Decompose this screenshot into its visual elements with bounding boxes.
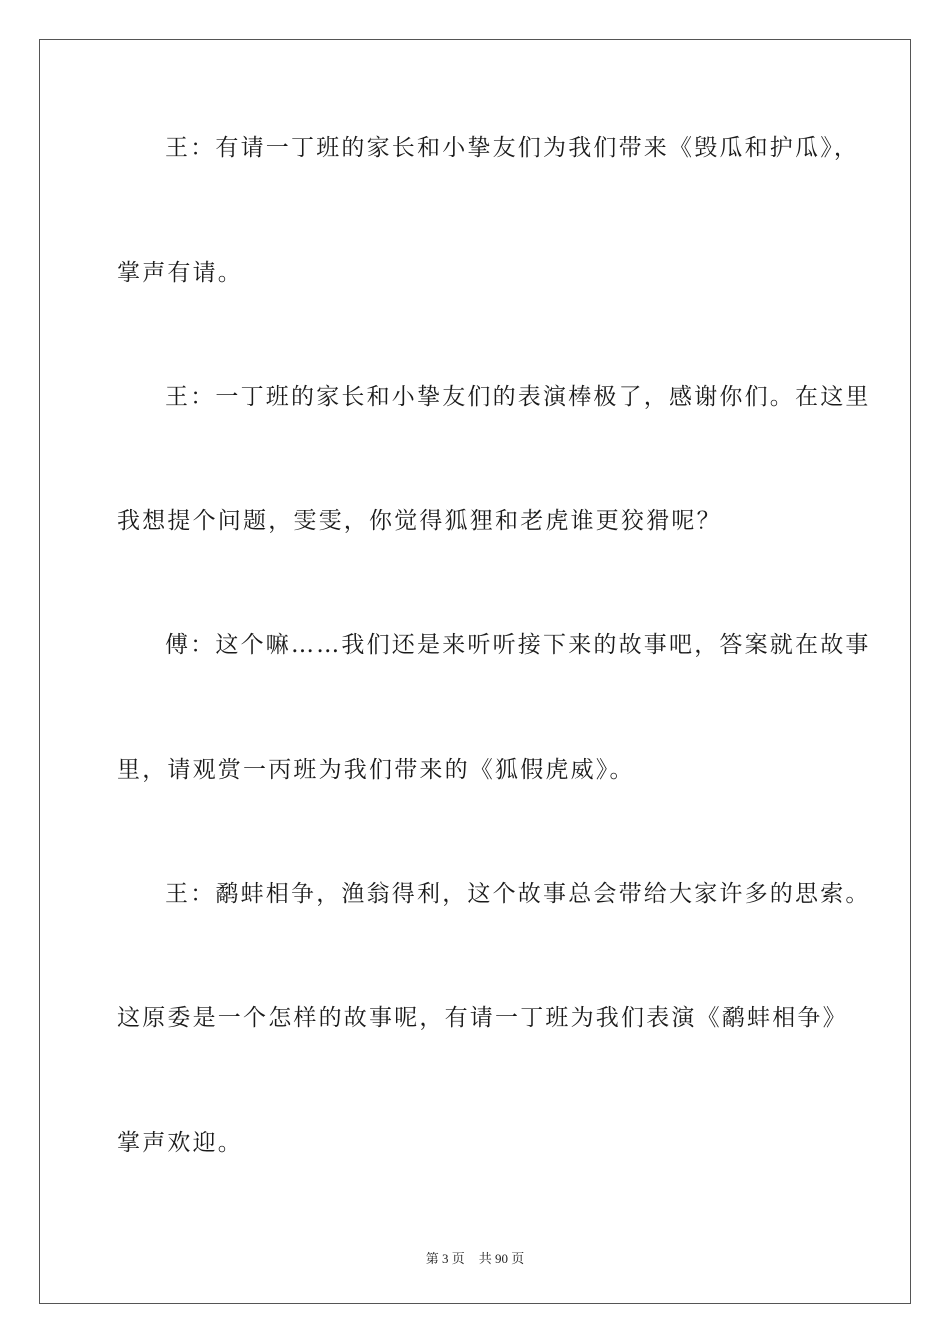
page-footer <box>0 1248 950 1267</box>
paragraph-line: 掌声有请。 <box>117 260 243 286</box>
paragraph-line: 我想提个问题，雯雯，你觉得狐狸和老虎谁更狡猾呢？ <box>117 508 722 534</box>
paragraph-line: 王：一丁班的家长和小挚友们的表演棒极了，感谢你们。在这里 <box>165 384 871 410</box>
paragraph-line: 里，请观赏一丙班为我们带来的《狐假虎威》。 <box>117 757 635 783</box>
paragraph-line: 这原委是一个怎样的故事呢，有请一丁班为我们表演《鹬蚌相争》 <box>117 1005 848 1031</box>
page-number: 第 3 页 <box>425 1251 465 1266</box>
page-total: 共 90 页 <box>478 1251 525 1266</box>
paragraph-line: 王：鹬蚌相争，渔翁得利，这个故事总会带给大家许多的思索。 <box>165 881 871 907</box>
paragraph-line: 王：有请一丁班的家长和小挚友们为我们带来《毁瓜和护瓜》， <box>165 135 860 161</box>
paragraph-line: 傅：这个嘛……我们还是来听听接下来的故事吧，答案就在故事 <box>165 632 871 658</box>
page-border <box>39 39 911 1304</box>
paragraph-line: 掌声欢迎。 <box>117 1130 243 1156</box>
